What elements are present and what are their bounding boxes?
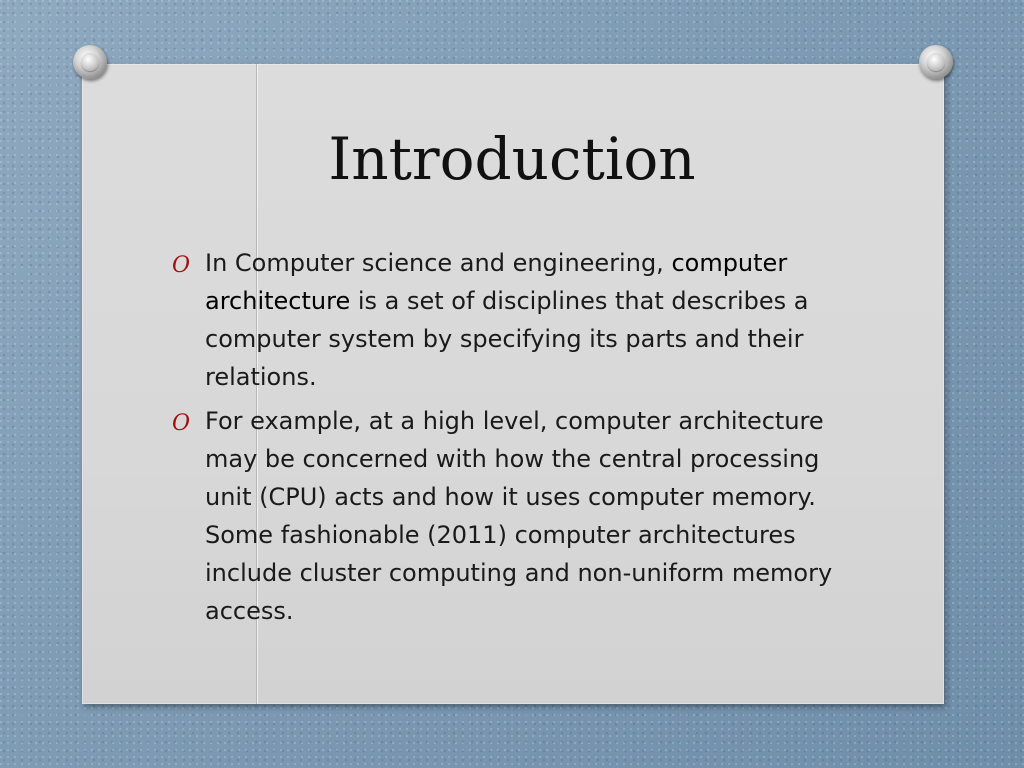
bullet-marker-icon: O (172, 253, 191, 278)
bullet-list (170, 244, 850, 636)
bullet-item (170, 244, 850, 396)
bullet-text-rest: is a set of disciplines that describes a computer system by specifying its parts and their relations. (205, 287, 809, 391)
bullet-term: computer architecture (205, 249, 788, 315)
slide-title: Introduction (328, 125, 696, 193)
bullet-text-intro: In Computer science and engineering, (205, 249, 672, 277)
pushpin-left-icon (73, 45, 107, 79)
bullet-item (170, 402, 850, 630)
bullet-text: For example, at a high level, computer architecture may be concerned with how the central processing unit (CPU) acts and how it uses computer memory. Some fashionable (2011) computer architectures include cluster computing and non-uniform memory access. (205, 407, 833, 625)
pushpin-right-icon (919, 45, 953, 79)
bullet-marker-icon: O (172, 411, 191, 436)
